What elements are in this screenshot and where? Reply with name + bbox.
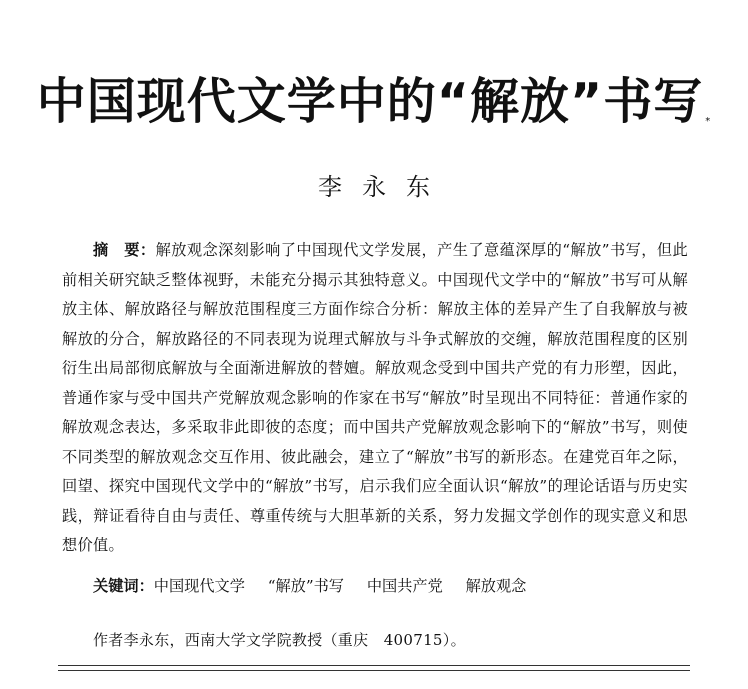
keywords-label: 关键词： [93, 577, 154, 595]
author-name: 李永东 [318, 173, 450, 201]
paper-title [0, 68, 748, 136]
keyword-item: 解放观念 [465, 577, 527, 595]
paper-title-text: 中国现代文学中的“解放”书写 [36, 73, 704, 130]
author-affiliation-note: 作者李永东，西南大学文学院教授（重庆 400715）。 [93, 631, 466, 649]
divider-rule-top [58, 665, 690, 666]
divider-rule-bottom [58, 670, 690, 671]
keywords [93, 572, 693, 601]
keyword-item: 中国现代文学 [153, 577, 245, 595]
abstract-label: 摘 要： [93, 241, 156, 259]
abstract-text: 解放观念深刻影响了中国现代文学发展，产生了意蕴深厚的“解放”书写，但此前相关研究缺乏整体视野，未能充分揭示其独特意义。中国现代文学中的“解放”书写可从解放主体、解放路径与解放范围程度三方面作综合分析：解放主体的差异产生了自我解放与被解放的分合，解放路径的不同表现为说理式解放与斗争式解放的交缠，解放范围程度的区别衍生出局部彻底解放与全面渐进解放的替嬗。解放观念受到中国共产党的有力形塑，因此，普通作家与受中国共产党解放观念影响的作家在书写“解放”时呈现出不同特征：普通作家的解放观念表达，多采取非此即彼的态度；而中国共产党解放观念影响下的“解放”书写，则使不同类型的解放观念交互作用、彼此融会，建立了“解放”书写的新形态。在建党百年之际，回望、探究中国现代文学中的“解放”书写，启示我们应全面认识“解放”的理论话语与历史实践，辩证看待自由与责任、尊重传统与大胆革新的关系，努力发掘文学创作的现实意义和思想价值。 [62, 241, 689, 554]
title-footnote-mark[interactable]: * [705, 116, 712, 127]
abstract [62, 236, 688, 561]
keyword-item: 中国共产党 [366, 577, 443, 595]
keyword-item: “解放”书写 [267, 577, 344, 595]
